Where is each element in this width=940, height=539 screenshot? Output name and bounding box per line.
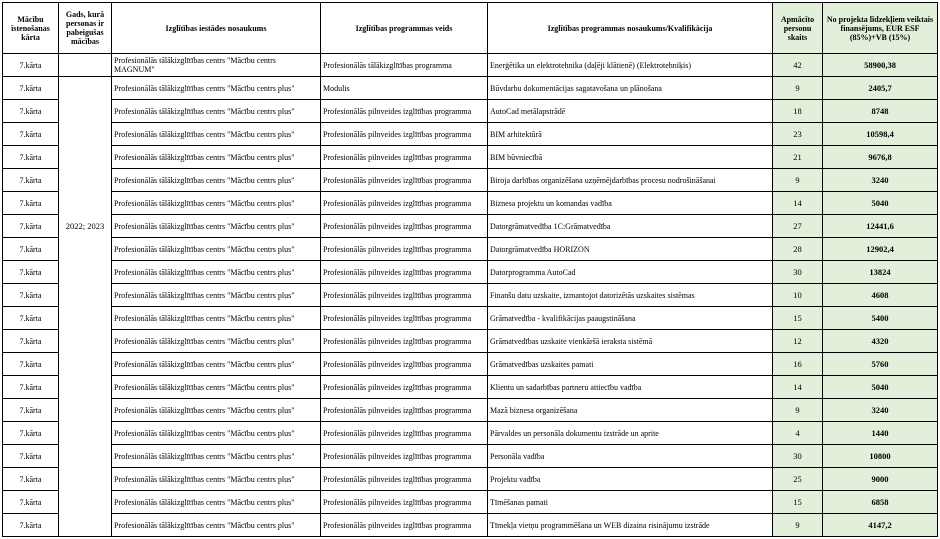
- cell-iestade[interactable]: Profesionālās tālākizglītības centrs "Mācību centrs plus": [112, 169, 321, 192]
- table-row: [3, 215, 938, 238]
- table-row: [3, 123, 938, 146]
- cell-karta[interactable]: 7.kārta: [3, 100, 59, 123]
- cell-programma[interactable]: Mazā biznesa organizēšana: [488, 399, 773, 422]
- cell-veids[interactable]: Profesionālās pilnveides izglītības programma: [321, 514, 488, 537]
- table-row: [3, 399, 938, 422]
- cell-veids[interactable]: Profesionālās pilnveides izglītības programma: [321, 238, 488, 261]
- cell-personas[interactable]: 42: [773, 54, 823, 77]
- cell-personas[interactable]: 30: [773, 445, 823, 468]
- cell-karta[interactable]: 7.kārta: [3, 284, 59, 307]
- cell-veids[interactable]: Profesionālās pilnveides izglītības programma: [321, 399, 488, 422]
- header-veids[interactable]: Izglītības programmas veids: [321, 3, 488, 54]
- cell-iestade[interactable]: Profesionālās tālākizglītības centrs "Mācību centrs plus": [112, 123, 321, 146]
- cell-veids[interactable]: Profesionālās pilnveides izglītības programma: [321, 146, 488, 169]
- cell-veids[interactable]: Profesionālās pilnveides izglītības programma: [321, 353, 488, 376]
- cell-finansejums[interactable]: 13824: [823, 261, 938, 284]
- cell-iestade[interactable]: Profesionālās tālākizglītības centrs "Mācību centrs plus": [112, 284, 321, 307]
- cell-veids[interactable]: Profesionālās pilnveides izglītības programma: [321, 491, 488, 514]
- cell-karta[interactable]: 7.kārta: [3, 215, 59, 238]
- cell-personas[interactable]: 14: [773, 192, 823, 215]
- cell-finansejums[interactable]: 3240: [823, 399, 938, 422]
- header-gads[interactable]: Gads, kurā personas ir pabeigušas mācības: [59, 3, 112, 54]
- cell-programma[interactable]: Klientu un sadarbības partneru attiecību vadība: [488, 376, 773, 399]
- table-row: [3, 514, 938, 537]
- table-row: [3, 468, 938, 491]
- cell-iestade[interactable]: Profesionālās tālākizglītības centrs "Mācību centrs plus": [112, 422, 321, 445]
- cell-karta[interactable]: 7.kārta: [3, 376, 59, 399]
- cell-programma[interactable]: Projektu vadība: [488, 468, 773, 491]
- cell-veids[interactable]: Profesionālās pilnveides izglītības programma: [321, 123, 488, 146]
- cell-veids[interactable]: Profesionālās pilnveides izglītības programma: [321, 169, 488, 192]
- cell-finansejums[interactable]: 9000: [823, 468, 938, 491]
- cell-karta[interactable]: 7.kārta: [3, 77, 59, 100]
- cell-karta[interactable]: 7.kārta: [3, 399, 59, 422]
- header-finansejums[interactable]: No projekta līdzekļiem veiktais finansējums, EUR ESF (85%)+VB (15%): [823, 3, 938, 54]
- cell-finansejums[interactable]: 6858: [823, 491, 938, 514]
- cell-iestade[interactable]: Profesionālās tālākizglītības centrs "Mācību centrs plus": [112, 491, 321, 514]
- cell-karta[interactable]: 7.kārta: [3, 445, 59, 468]
- cell-programma[interactable]: Datorgrāmatvedība 1C:Grāmatvedība: [488, 215, 773, 238]
- cell-programma[interactable]: Tīmekļa vietņu programmēšana un WEB dizaina risinājumu izstrāde: [488, 514, 773, 537]
- cell-programma[interactable]: Pārvaldes un personāla dokumentu izstrāde un aprite: [488, 422, 773, 445]
- cell-gads-merged[interactable]: 2022; 2023: [59, 77, 112, 537]
- cell-personas[interactable]: 9: [773, 514, 823, 537]
- cell-personas[interactable]: 27: [773, 215, 823, 238]
- cell-programma[interactable]: Grāmatvedības uzskaites pamati: [488, 353, 773, 376]
- header-karta[interactable]: Mācību īstenošanas kārta: [3, 3, 59, 54]
- cell-veids[interactable]: Profesionālās pilnveides izglītības programma: [321, 284, 488, 307]
- cell-iestade[interactable]: Profesionālās tālākizglītības centrs "Mācību centrs plus": [112, 192, 321, 215]
- cell-personas[interactable]: 23: [773, 123, 823, 146]
- cell-iestade[interactable]: Profesionālās tālākizglītības centrs "Mācību centrs plus": [112, 100, 321, 123]
- cell-finansejums[interactable]: 9676,8: [823, 146, 938, 169]
- cell-finansejums[interactable]: 5040: [823, 376, 938, 399]
- cell-programma[interactable]: Finanšu datu uzskaite, izmantojot datorizētās uzskaites sistēmas: [488, 284, 773, 307]
- cell-iestade[interactable]: Profesionālās tālākizglītības centrs "Mācību centrs plus": [112, 353, 321, 376]
- cell-veids[interactable]: Profesionālās pilnveides izglītības programma: [321, 192, 488, 215]
- cell-finansejums[interactable]: 5400: [823, 307, 938, 330]
- cell-karta[interactable]: 7.kārta: [3, 123, 59, 146]
- header-iestade[interactable]: Izglītības iestādes nosaukums: [112, 3, 321, 54]
- table-row: [3, 100, 938, 123]
- cell-iestade[interactable]: Profesionālās tālākizglītības centrs "Mācību centrs plus": [112, 238, 321, 261]
- cell-veids[interactable]: Profesionālās tālākizglītības programma: [321, 54, 488, 77]
- table-row: [3, 54, 938, 77]
- cell-veids[interactable]: Profesionālās pilnveides izglītības programma: [321, 468, 488, 491]
- cell-veids[interactable]: Profesionālās pilnveides izglītības programma: [321, 261, 488, 284]
- table-row: [3, 330, 938, 353]
- cell-personas[interactable]: 9: [773, 169, 823, 192]
- cell-personas[interactable]: 14: [773, 376, 823, 399]
- cell-iestade[interactable]: Profesionālās tālākizglītības centrs "Mācību centrs plus": [112, 215, 321, 238]
- table-row: [3, 146, 938, 169]
- cell-finansejums[interactable]: 3240: [823, 169, 938, 192]
- cell-finansejums[interactable]: 12441,6: [823, 215, 938, 238]
- cell-personas[interactable]: 21: [773, 146, 823, 169]
- cell-karta[interactable]: 7.kārta: [3, 54, 59, 77]
- spreadsheet: [2, 2, 938, 537]
- cell-gads-empty[interactable]: [59, 54, 112, 77]
- cell-personas[interactable]: 15: [773, 307, 823, 330]
- training-table: [2, 2, 938, 537]
- cell-personas[interactable]: 9: [773, 399, 823, 422]
- cell-karta[interactable]: 7.kārta: [3, 468, 59, 491]
- cell-programma[interactable]: Grāmatvedība - kvalifikācijas paaugstināšana: [488, 307, 773, 330]
- header-programma[interactable]: Izglītības programmas nosaukums/Kvalifikācija: [488, 3, 773, 54]
- table-row: [3, 422, 938, 445]
- cell-veids[interactable]: Profesionālās pilnveides izglītības programma: [321, 422, 488, 445]
- table-row: [3, 261, 938, 284]
- table-row: [3, 491, 938, 514]
- cell-iestade[interactable]: Profesionālās tālākizglītības centrs "Mācību centrs plus": [112, 514, 321, 537]
- cell-iestade[interactable]: Profesionālās tālākizglītības centrs "Mācību centrs plus": [112, 146, 321, 169]
- cell-karta[interactable]: 7.kārta: [3, 353, 59, 376]
- cell-veids[interactable]: Profesionālās pilnveides izglītības programma: [321, 307, 488, 330]
- cell-programma[interactable]: Biroja darbības organizēšana uzņēmējdarbības procesu nodrošināšanai: [488, 169, 773, 192]
- cell-karta[interactable]: 7.kārta: [3, 491, 59, 514]
- cell-personas[interactable]: 4: [773, 422, 823, 445]
- cell-finansejums[interactable]: 4147,2: [823, 514, 938, 537]
- cell-programma[interactable]: Datorgrāmatvedība HORIZON: [488, 238, 773, 261]
- cell-finansejums[interactable]: 2405,7: [823, 77, 938, 100]
- cell-veids[interactable]: Profesionālās pilnveides izglītības programma: [321, 376, 488, 399]
- cell-karta[interactable]: 7.kārta: [3, 146, 59, 169]
- cell-iestade[interactable]: Profesionālās tālākizglītības centrs "Mācību centrs plus": [112, 261, 321, 284]
- cell-programma[interactable]: Būvdarbu dokumentācijas sagatavošana un plānošana: [488, 77, 773, 100]
- cell-iestade[interactable]: Profesionālās tālākizglītības centrs "Mācību centrs plus": [112, 330, 321, 353]
- cell-finansejums[interactable]: 8748: [823, 100, 938, 123]
- table-row: [3, 77, 938, 100]
- cell-finansejums[interactable]: 10800: [823, 445, 938, 468]
- cell-personas[interactable]: 30: [773, 261, 823, 284]
- cell-programma[interactable]: Personāla vadība: [488, 445, 773, 468]
- cell-programma[interactable]: BIM būvniecībā: [488, 146, 773, 169]
- cell-karta[interactable]: 7.kārta: [3, 330, 59, 353]
- cell-programma[interactable]: Datorprogramma AutoCad: [488, 261, 773, 284]
- cell-programma[interactable]: Biznesa projektu un komandas vadība: [488, 192, 773, 215]
- cell-programma[interactable]: Grāmatvedības uzskaite vienkāršā ieraksta sistēmā: [488, 330, 773, 353]
- cell-iestade[interactable]: Profesionālās tālākizglītības centrs "Mācību centrs MAGNUM": [112, 54, 321, 77]
- table-row: [3, 353, 938, 376]
- cell-veids[interactable]: Profesionālās pilnveides izglītības programma: [321, 100, 488, 123]
- cell-personas[interactable]: 12: [773, 330, 823, 353]
- cell-iestade[interactable]: Profesionālās tālākizglītības centrs "Mācību centrs plus": [112, 399, 321, 422]
- table-row: [3, 284, 938, 307]
- cell-iestade[interactable]: Profesionālās tālākizglītības centrs "Mācību centrs plus": [112, 77, 321, 100]
- cell-finansejums[interactable]: 5040: [823, 192, 938, 215]
- cell-iestade[interactable]: Profesionālās tālākizglītības centrs "Mācību centrs plus": [112, 307, 321, 330]
- cell-finansejums[interactable]: 5760: [823, 353, 938, 376]
- table-row: [3, 238, 938, 261]
- cell-veids[interactable]: Profesionālās pilnveides izglītības programma: [321, 215, 488, 238]
- cell-karta[interactable]: 7.kārta: [3, 514, 59, 537]
- cell-karta[interactable]: 7.kārta: [3, 261, 59, 284]
- cell-personas[interactable]: 15: [773, 491, 823, 514]
- table-row: [3, 192, 938, 215]
- cell-personas[interactable]: 16: [773, 353, 823, 376]
- cell-veids[interactable]: Profesionālās pilnveides izglītības programma: [321, 330, 488, 353]
- cell-programma[interactable]: AutoCad metālapstrādē: [488, 100, 773, 123]
- cell-finansejums[interactable]: 58900,38: [823, 54, 938, 77]
- cell-veids[interactable]: Profesionālās pilnveides izglītības programma: [321, 445, 488, 468]
- table-row: [3, 307, 938, 330]
- cell-personas[interactable]: 9: [773, 77, 823, 100]
- cell-karta[interactable]: 7.kārta: [3, 238, 59, 261]
- cell-personas[interactable]: 10: [773, 284, 823, 307]
- cell-personas[interactable]: 18: [773, 100, 823, 123]
- cell-personas[interactable]: 28: [773, 238, 823, 261]
- cell-karta[interactable]: 7.kārta: [3, 422, 59, 445]
- cell-personas[interactable]: 25: [773, 468, 823, 491]
- cell-finansejums[interactable]: 4608: [823, 284, 938, 307]
- header-personas[interactable]: Apmācīto personu skaits: [773, 3, 823, 54]
- cell-karta[interactable]: 7.kārta: [3, 169, 59, 192]
- cell-finansejums[interactable]: 10598,4: [823, 123, 938, 146]
- table-row: [3, 445, 938, 468]
- cell-veids[interactable]: Modulis: [321, 77, 488, 100]
- cell-iestade[interactable]: Profesionālās tālākizglītības centrs "Mācību centrs plus": [112, 445, 321, 468]
- cell-finansejums[interactable]: 1440: [823, 422, 938, 445]
- cell-programma[interactable]: Enerģētika un elektrotehnika (daļēji klātienē) (Elektrotehniķis): [488, 54, 773, 77]
- cell-iestade[interactable]: Profesionālās tālākizglītības centrs "Mācību centrs plus": [112, 376, 321, 399]
- table-row: [3, 169, 938, 192]
- cell-programma[interactable]: BIM arhitektūrā: [488, 123, 773, 146]
- cell-finansejums[interactable]: 12902,4: [823, 238, 938, 261]
- cell-finansejums[interactable]: 4320: [823, 330, 938, 353]
- cell-programma[interactable]: Tīmēšanas pamati: [488, 491, 773, 514]
- header-row: [3, 3, 938, 54]
- cell-karta[interactable]: 7.kārta: [3, 192, 59, 215]
- cell-iestade[interactable]: Profesionālās tālākizglītības centrs "Mācību centrs plus": [112, 468, 321, 491]
- table-row: [3, 376, 938, 399]
- cell-karta[interactable]: 7.kārta: [3, 307, 59, 330]
